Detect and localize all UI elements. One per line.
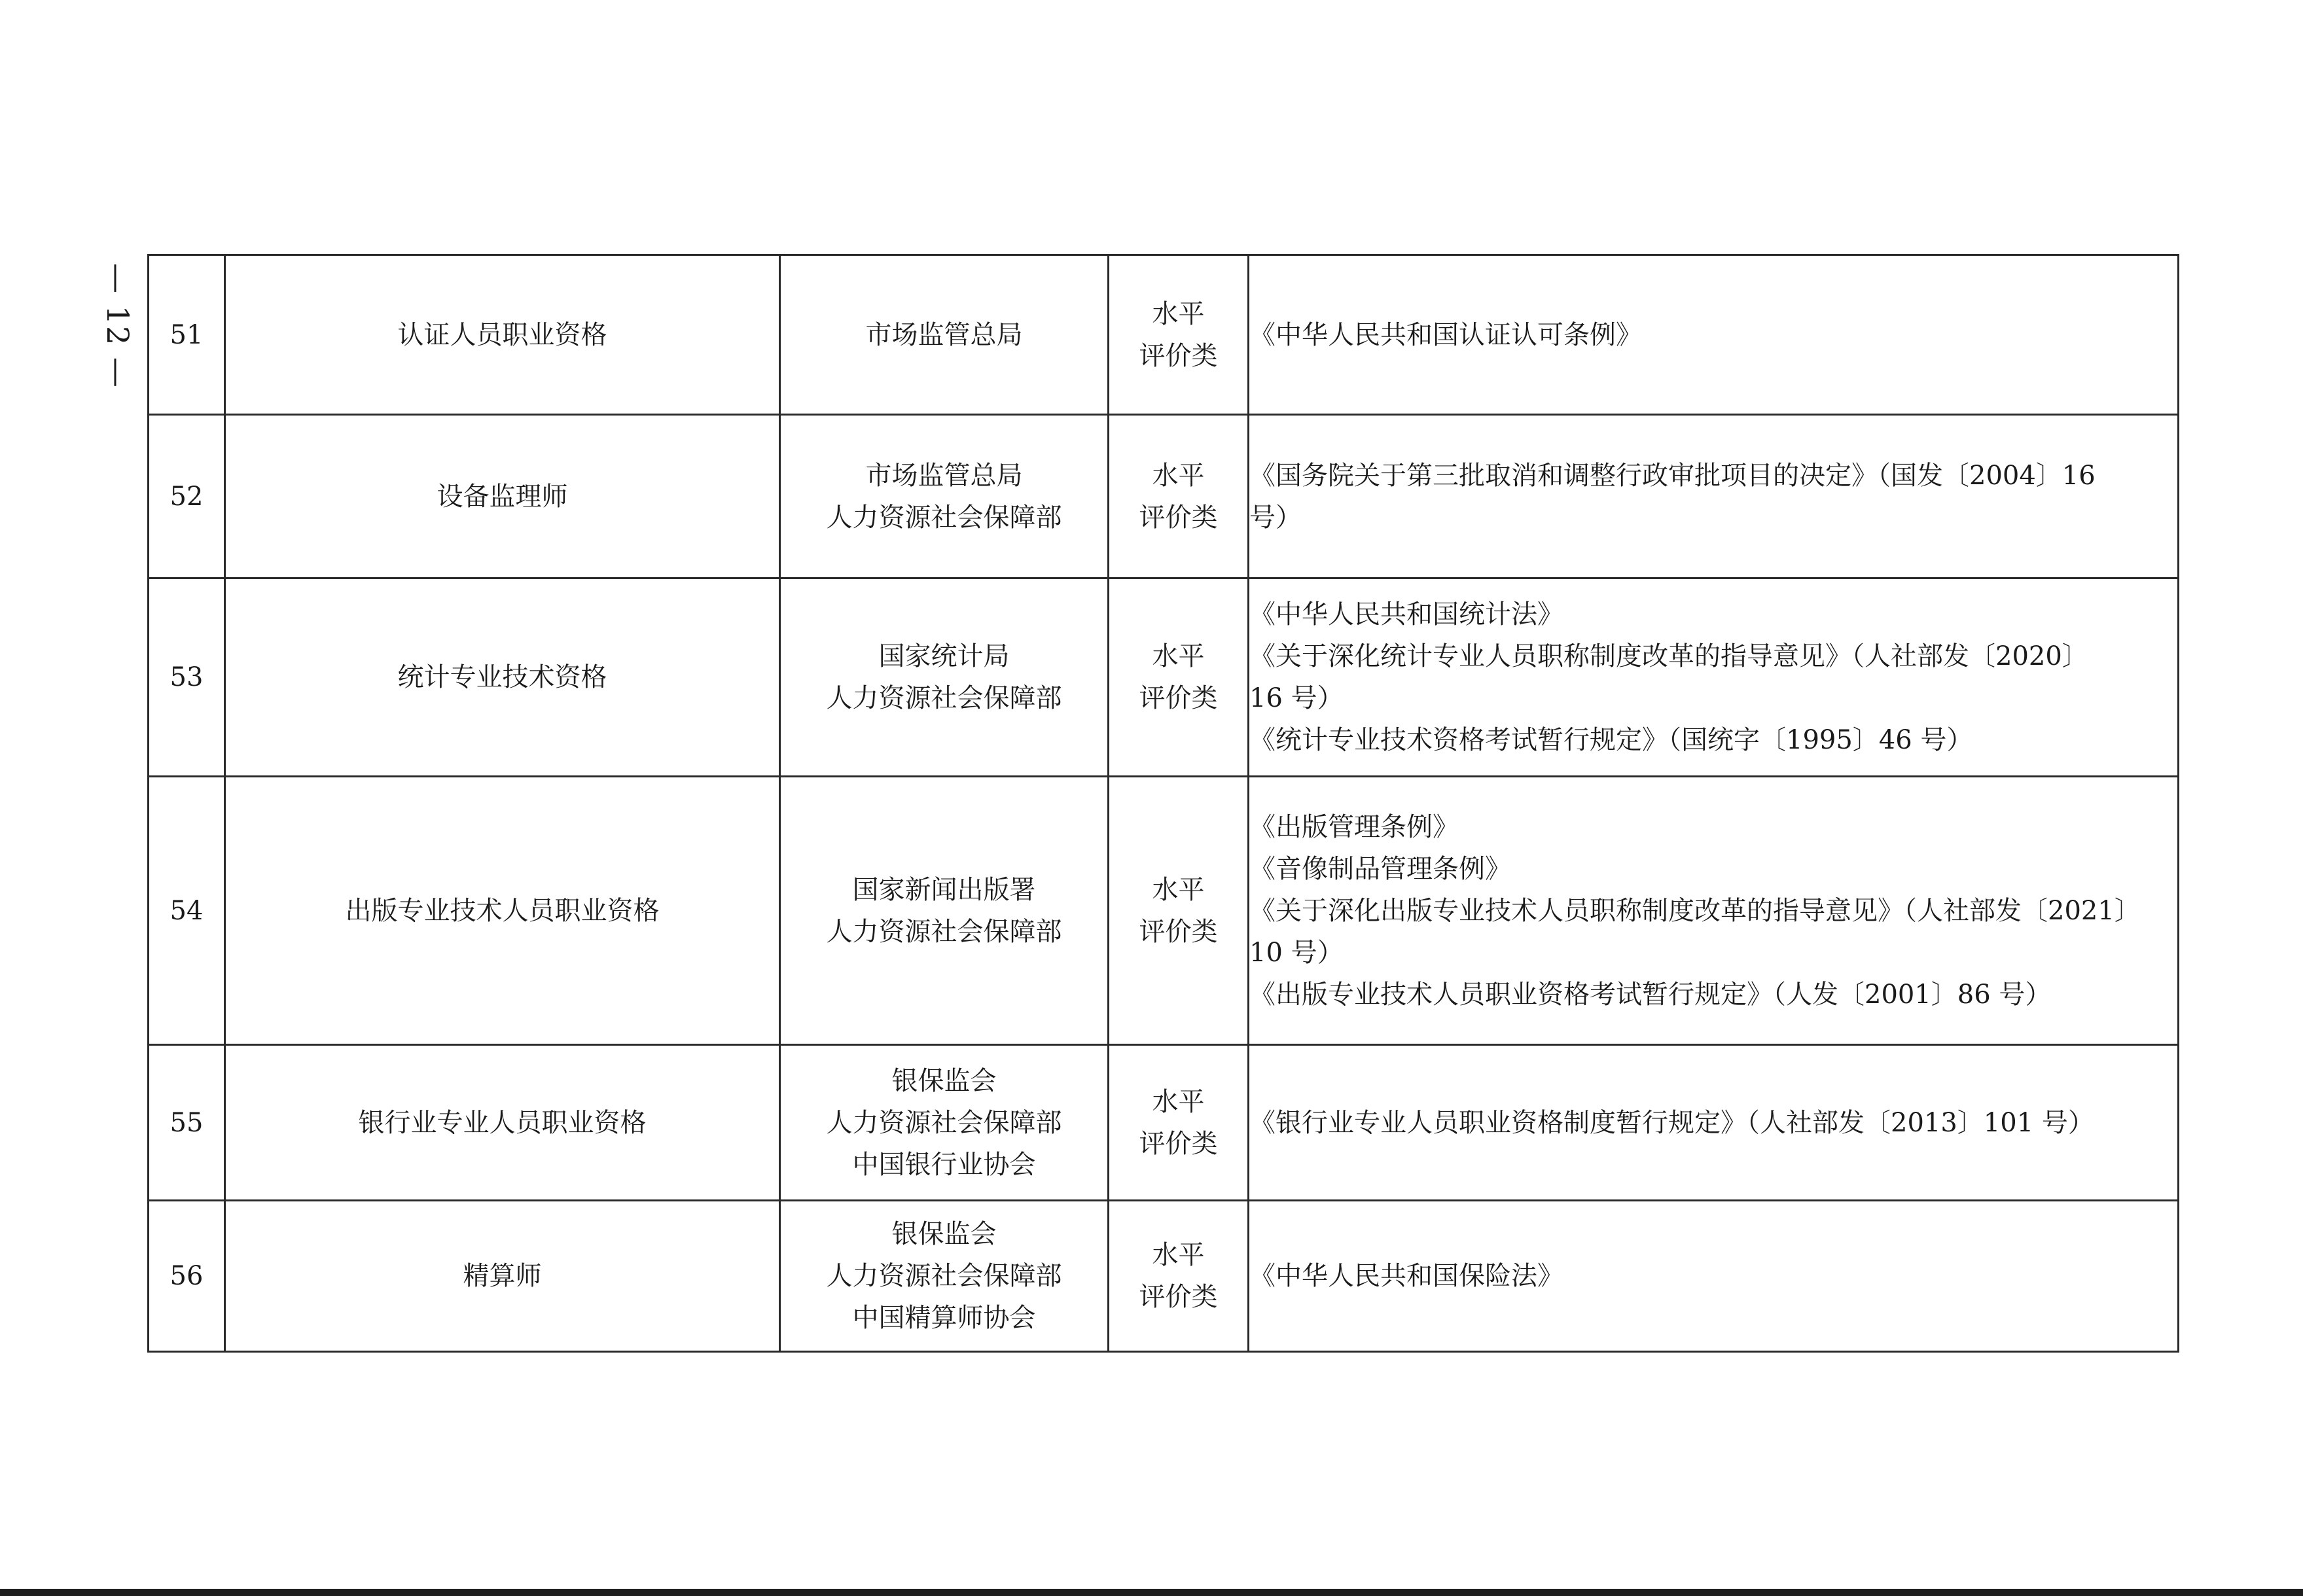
basis-line: 《统计专业技术资格考试暂行规定》（国统字〔1995〕46 号） (1249, 725, 1973, 755)
basis-line: 号） (1249, 502, 1302, 533)
legal-basis (1249, 578, 2179, 777)
qualification-name: 认证人员职业资格 (225, 255, 780, 415)
type-line: 水平 (1152, 874, 1205, 905)
row-number: 54 (149, 777, 225, 1045)
legal-basis (1249, 1201, 2179, 1352)
table-row (149, 415, 2179, 578)
qualification-name: 统计专业技术资格 (225, 578, 780, 777)
legal-basis (1249, 1045, 2179, 1201)
department-line: 人力资源社会保障部 (826, 683, 1062, 713)
type-line: 评价类 (1139, 502, 1218, 533)
qualification-name: 银行业专业人员职业资格 (225, 1045, 780, 1201)
implementing-department (780, 578, 1109, 777)
qualification-type (1109, 255, 1249, 415)
department-line: 国家新闻出版署 (852, 874, 1036, 905)
department-line: 人力资源社会保障部 (826, 1107, 1062, 1138)
row-number: 55 (149, 1045, 225, 1201)
table-row (149, 578, 2179, 777)
basis-line: 《中华人民共和国统计法》 (1249, 599, 1563, 630)
type-line: 评价类 (1139, 683, 1218, 713)
department-line: 银保监会 (891, 1065, 997, 1096)
implementing-department (780, 1045, 1109, 1201)
qualification-type (1109, 1201, 1249, 1352)
page-number-text: — 12 — (100, 263, 135, 389)
legal-basis (1249, 777, 2179, 1045)
basis-line: 10 号） (1249, 937, 1344, 968)
type-line: 水平 (1152, 298, 1205, 329)
qualification-type (1109, 578, 1249, 777)
basis-line: 《中华人民共和国认证认可条例》 (1249, 319, 1642, 350)
department-line: 市场监管总局 (865, 460, 1023, 491)
implementing-department (780, 777, 1109, 1045)
qualification-name: 设备监理师 (225, 415, 780, 578)
basis-line: 《出版管理条例》 (1249, 811, 1459, 842)
department-line: 市场监管总局 (865, 319, 1023, 350)
row-number: 51 (149, 255, 225, 415)
implementing-department (780, 415, 1109, 578)
implementing-department (780, 1201, 1109, 1352)
basis-line: 《国务院关于第三批取消和调整行政审批项目的决定》（国发〔2004〕16 (1249, 460, 2096, 491)
legal-basis (1249, 415, 2179, 578)
type-line: 水平 (1152, 1240, 1205, 1270)
table-row (149, 777, 2179, 1045)
department-line: 人力资源社会保障部 (826, 502, 1062, 533)
table-row (149, 1045, 2179, 1201)
department-line: 中国精算师协会 (852, 1303, 1036, 1333)
basis-line: 《关于深化出版专业技术人员职称制度改革的指导意见》（人社部发〔2021〕 (1249, 895, 2141, 926)
type-line: 评价类 (1139, 1128, 1218, 1159)
department-line: 人力资源社会保障部 (826, 916, 1062, 947)
row-number: 56 (149, 1201, 225, 1352)
qualification-table (147, 254, 2179, 1353)
legal-basis (1249, 255, 2179, 415)
basis-line: 《关于深化统计专业人员职称制度改革的指导意见》（人社部发〔2020〕 (1249, 641, 2088, 671)
basis-line: 16 号） (1249, 683, 1344, 713)
qualification-type (1109, 415, 1249, 578)
department-line: 国家统计局 (878, 641, 1010, 671)
type-line: 评价类 (1139, 1282, 1218, 1312)
department-line: 人力资源社会保障部 (826, 1261, 1062, 1291)
table-row (149, 255, 2179, 415)
basis-line: 《音像制品管理条例》 (1249, 853, 1511, 884)
basis-line: 《出版专业技术人员职业资格考试暂行规定》（人发〔2001〕86 号） (1249, 979, 2052, 1010)
scan-bottom-edge (0, 1589, 2303, 1596)
basis-line: 《中华人民共和国保险法》 (1249, 1261, 1563, 1291)
type-line: 水平 (1152, 460, 1205, 491)
type-line: 水平 (1152, 641, 1205, 671)
department-line: 中国银行业协会 (852, 1149, 1036, 1180)
type-line: 水平 (1152, 1086, 1205, 1117)
type-line: 评价类 (1139, 916, 1218, 947)
qualification-type (1109, 1045, 1249, 1201)
qualification-type (1109, 777, 1249, 1045)
qualification-name: 精算师 (225, 1201, 780, 1352)
row-number: 52 (149, 415, 225, 578)
type-line: 评价类 (1139, 340, 1218, 371)
qualification-name: 出版专业技术人员职业资格 (225, 777, 780, 1045)
table-row (149, 1201, 2179, 1352)
implementing-department (780, 255, 1109, 415)
basis-line: 《银行业专业人员职业资格制度暂行规定》（人社部发〔2013〕101 号） (1249, 1107, 2094, 1138)
page-number (88, 254, 147, 398)
row-number: 53 (149, 578, 225, 777)
department-line: 银保监会 (891, 1219, 997, 1249)
